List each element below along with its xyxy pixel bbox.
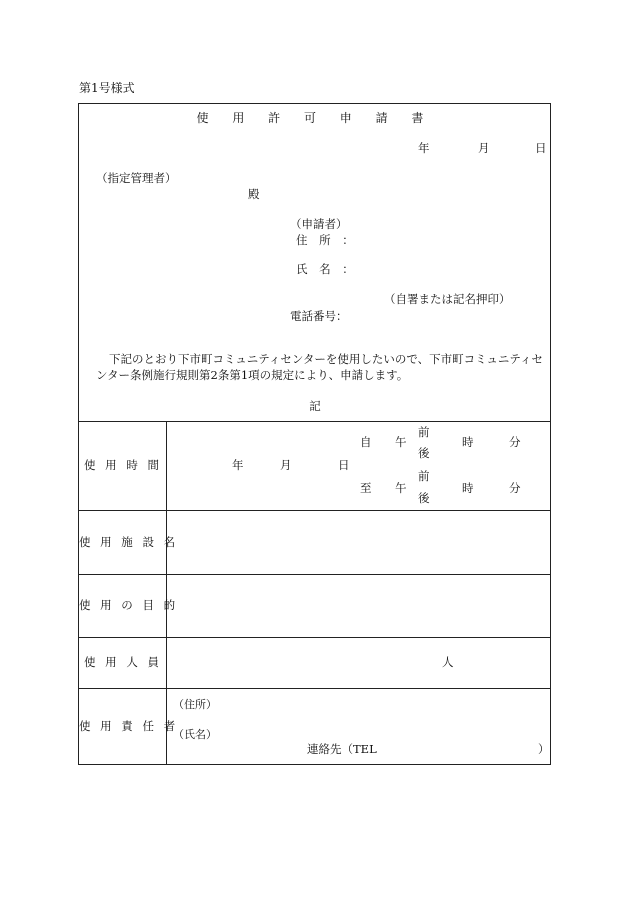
date-day: 日 <box>535 141 547 155</box>
label-column-rule <box>166 421 167 765</box>
usage-month: 月 <box>280 458 292 472</box>
body-text-line-2: ンター条例施行規則第2条第1項の規定により、申請します。 <box>96 368 409 382</box>
form-title: 使 用 許 可 申 請 書 <box>196 111 434 125</box>
responsible-label: 使 用 責 任 者 <box>79 719 179 733</box>
from-label: 自 <box>360 435 372 449</box>
to-pm: 後 <box>418 491 430 505</box>
from-minute: 分 <box>509 435 521 449</box>
signature-note: （自署または記名押印） <box>384 292 511 306</box>
form-number: 第1号様式 <box>79 81 135 95</box>
responsible-address: （住所） <box>173 698 217 711</box>
row-rule-2 <box>78 574 551 575</box>
ki-heading: 記 <box>309 399 321 413</box>
from-noon: 午 <box>395 435 407 449</box>
usage-year: 年 <box>232 458 244 472</box>
from-am: 前 <box>418 425 430 439</box>
purpose-label: 使 用 の 目 的 <box>79 598 179 612</box>
table-top-rule <box>78 421 551 422</box>
applicant-heading: （申請者） <box>290 217 348 231</box>
applicant-address-label: 住 所 ： <box>296 233 358 247</box>
row-rule-3 <box>78 637 551 638</box>
usage-day: 日 <box>338 458 350 472</box>
to-am: 前 <box>418 469 430 483</box>
date-year: 年 <box>418 141 430 155</box>
to-hour: 時 <box>462 481 474 495</box>
responsible-name: （氏名） <box>173 728 217 741</box>
date-month: 月 <box>478 141 490 155</box>
row-rule-1 <box>78 510 551 511</box>
from-hour: 時 <box>462 435 474 449</box>
to-label: 至 <box>360 481 372 495</box>
facility-label: 使 用 施 設 名 <box>79 535 179 549</box>
applicant-phone-label: 電話番号： <box>290 309 348 323</box>
responsible-contact-close: ） <box>538 742 550 756</box>
manager-label: （指定管理者） <box>96 171 177 185</box>
usage-time-label: 使 用 時 間 <box>84 458 162 472</box>
to-minute: 分 <box>509 481 521 495</box>
row-rule-4 <box>78 688 551 689</box>
from-pm: 後 <box>418 446 430 460</box>
to-noon: 午 <box>395 481 407 495</box>
responsible-contact: 連絡先（TEL <box>307 742 377 756</box>
persons-unit: 人 <box>442 655 454 669</box>
persons-label: 使 用 人 員 <box>84 655 162 669</box>
applicant-name-label: 氏 名 ： <box>296 262 358 276</box>
honorific: 殿 <box>248 187 260 201</box>
body-text-line-1: 下記のとおり下市町コミュニティセンターを使用したいので、下市町コミュニティセ <box>109 352 544 366</box>
